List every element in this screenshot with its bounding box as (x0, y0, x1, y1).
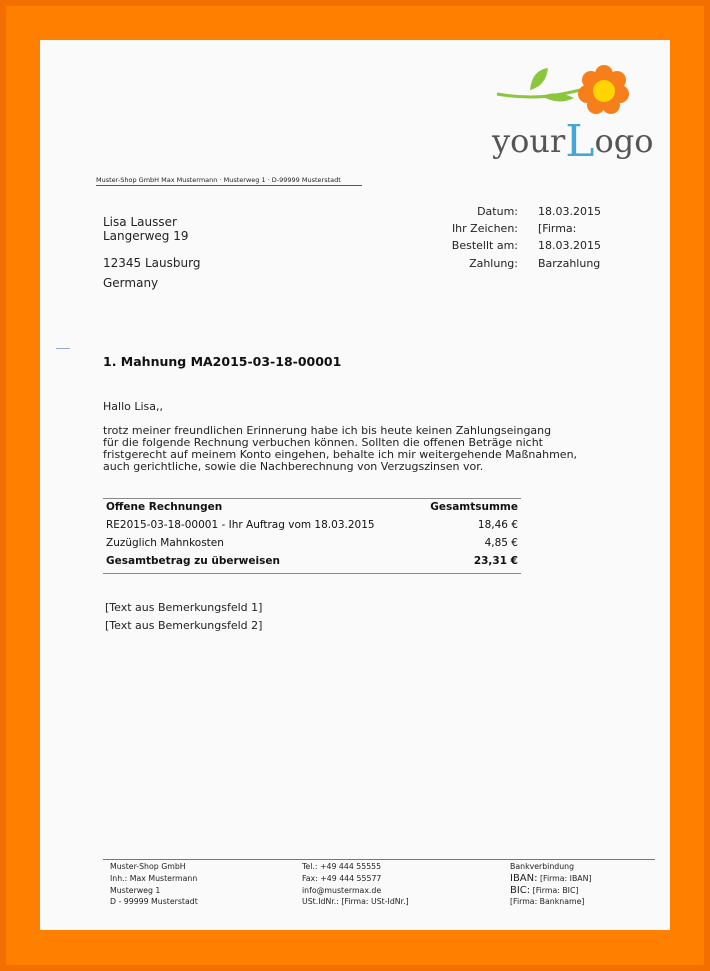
footer-fax: Fax: +49 444 55577 (302, 873, 382, 883)
table-header-amount: Gesamtsumme (430, 501, 518, 513)
company-logo (492, 64, 654, 167)
meta-value-payment: Barzahlung (538, 257, 601, 270)
meta-label-payment: Zahlung: (469, 257, 518, 270)
footer-phone: Tel.: +49 444 55555 (302, 862, 382, 871)
footer-city: D - 99999 Musterstadt (110, 897, 198, 907)
remark-1: [Text aus Bemerkungsfeld 1] (105, 601, 263, 614)
table-total-row (103, 555, 521, 571)
table-total-label: Gesamtbetrag zu überweisen (106, 555, 280, 567)
fold-mark (56, 348, 70, 349)
meta-label-ordered: Bestellt am: (451, 239, 518, 252)
footer-bic: BIC: [Firma: BIC] (510, 884, 579, 896)
logo-wordmark: yourLogo (492, 116, 654, 167)
footer-iban: IBAN: [Firma: IBAN] (510, 872, 592, 884)
meta-value-ordered: 18.03.2015 (538, 239, 601, 252)
footer-company-name: Muster-Shop GmbH (110, 862, 186, 871)
recipient-street: Langerweg 19 (103, 229, 189, 243)
meta-label-reference: Ihr Zeichen: (451, 222, 518, 235)
table-header-label: Offene Rechnungen (106, 501, 223, 513)
footer-company (110, 861, 198, 908)
table-bottom-rule (103, 573, 521, 574)
table-row-label: RE2015-03-18-00001 - Ihr Auftrag vom 18.03.2015 (106, 519, 375, 531)
reminder-subject: 1. Mahnung MA2015-03-18-00001 (103, 354, 342, 369)
meta-value-reference: [Firma: (538, 222, 577, 235)
meta-label-date: Datum: (477, 205, 518, 218)
table-total-amount: 23,31 € (473, 555, 518, 567)
footer-owner: Inh.: Max Mustermann (110, 873, 198, 883)
table-top-rule (103, 498, 521, 499)
recipient-city: 12345 Lausburg (103, 256, 201, 270)
footer-email: info@mustermax.de (302, 885, 382, 895)
invoice-page (40, 40, 670, 930)
table-row-amount: 18,46 € (477, 519, 518, 531)
table-header (103, 501, 521, 517)
table-row (103, 537, 521, 553)
body-line-3: fristgerecht auf meinem Konto eingehen, behalte ich mir weitergehende Maßnahmen, (103, 448, 578, 461)
footer-rule (103, 859, 655, 860)
sender-return-line: Muster-Shop GmbH Max Mustermann · Musterweg 1 · D-99999 Musterstadt (96, 176, 362, 186)
remark-2: [Text aus Bemerkungsfeld 2] (105, 619, 263, 632)
greeting: Hallo Lisa,, (103, 400, 164, 413)
body-line-4: auch gerichtliche, sowie die Nachberechnung von Verzugszinsen vor. (103, 460, 484, 473)
recipient-country: Germany (103, 276, 159, 290)
footer-bankname: [Firma: Bankname] (510, 897, 585, 907)
footer-street: Musterweg 1 (110, 885, 161, 895)
meta-value-date: 18.03.2015 (538, 205, 601, 218)
body-line-2: für die folgende Rechnung verbuchen können. Sollten die offenen Beträge nicht (103, 436, 543, 449)
footer-bank-title: Bankverbindung (510, 862, 575, 871)
footer-contact (302, 861, 409, 908)
body-line-1: trotz meiner freundlichen Erinnerung habe ich bis heute keinen Zahlungseingang (103, 424, 552, 437)
footer-vat-id: USt.IdNr.: [Firma: USt-IdNr.] (302, 897, 409, 907)
footer-bank (510, 861, 592, 908)
table-row (103, 519, 521, 535)
table-row-label: Zuzüglich Mahnkosten (106, 537, 224, 549)
table-row-amount: 4,85 € (484, 537, 518, 549)
recipient-name: Lisa Lausser (103, 215, 177, 229)
